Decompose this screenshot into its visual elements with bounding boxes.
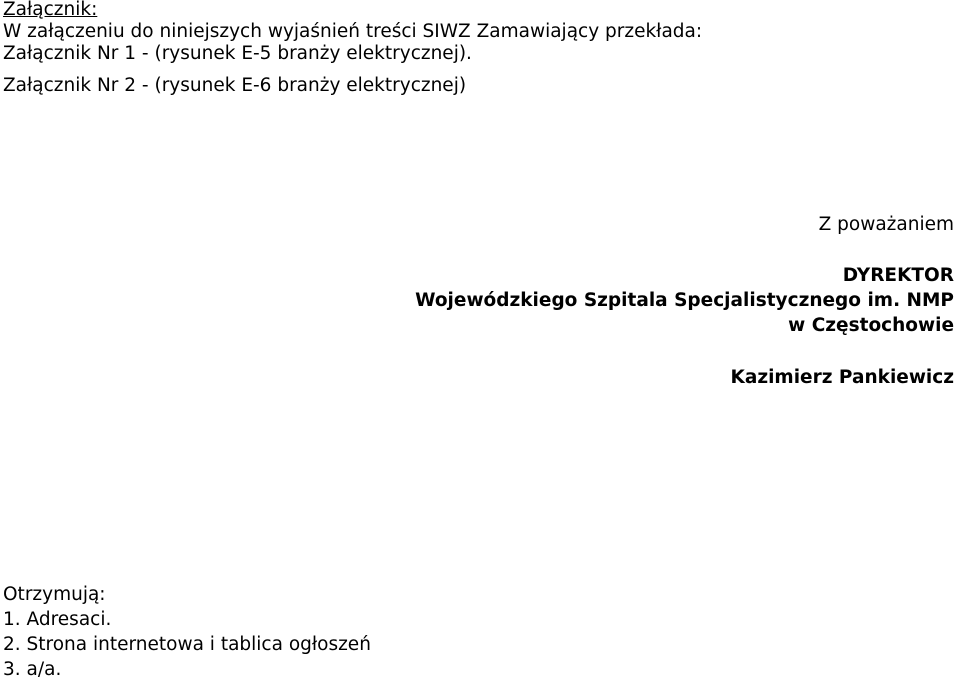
recipient-item-1: 1. Adresaci. (3, 609, 112, 630)
attachments-heading: Załącznik: (3, 0, 98, 20)
director-title: DYREKTOR (842, 265, 954, 286)
institution-city: w Częstochowie (788, 315, 954, 336)
recipients-heading: Otrzymują: (3, 584, 106, 605)
signatory-name: Kazimierz Pankiewicz (730, 367, 954, 388)
closing-greeting: Z poważaniem (818, 214, 954, 235)
attachment-item-2: Załącznik Nr 2 - (rysunek E-6 branży elektrycznej) (3, 75, 467, 96)
recipient-item-3: 3. a/a. (3, 659, 62, 680)
institution-name: Wojewódzkiego Szpitala Specjalistycznego im. NMP (415, 290, 954, 311)
attachments-intro: W załączeniu do niniejszych wyjaśnień treści SIWZ Zamawiający przekłada: (3, 21, 703, 42)
recipient-item-2: 2. Strona internetowa i tablica ogłoszeń (3, 634, 371, 655)
attachment-item-1: Załącznik Nr 1 - (rysunek E-5 branży elektrycznej). (3, 43, 472, 64)
